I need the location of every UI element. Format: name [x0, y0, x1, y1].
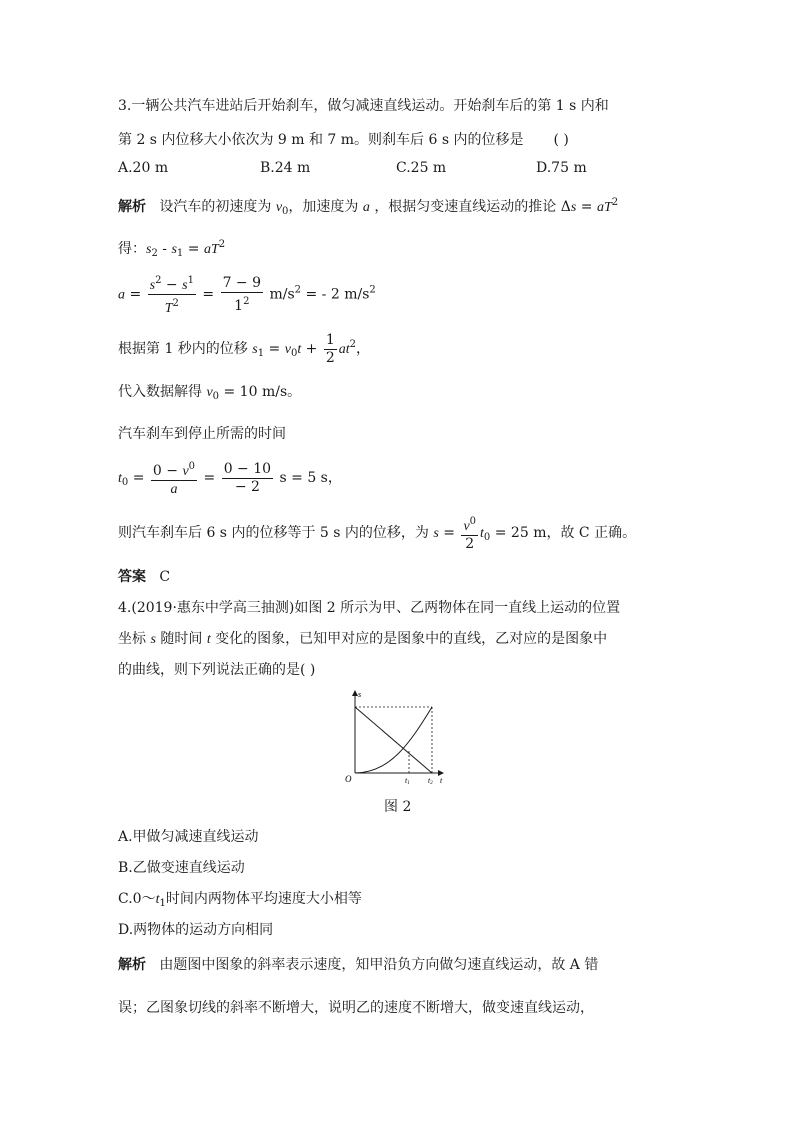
q4-option-d: D.两物体的运动方向相同	[118, 922, 274, 938]
q4-option-b: B.乙做变速直线运动	[118, 860, 245, 876]
solution3-line2: 得：$s_2 - s_1 = aT^2$	[118, 239, 226, 259]
answer3	[118, 568, 170, 586]
solution-label: 解析	[118, 199, 146, 215]
q3-option-c: C.25 m	[396, 160, 447, 176]
x-axis-label: t	[440, 776, 443, 785]
q4-option-a: A.甲做匀减速直线运动	[118, 829, 259, 845]
q3-answer-bracket: ( )	[553, 132, 569, 148]
solution3-line4: 根据第 1 秒内的位移 $s_1 = v_0t$ + $\frac{1}{2}$ $at^2$，	[118, 331, 371, 366]
solution4-line1: 解析 由题图中图象的斜率表示速度，知甲沿负方向做匀速直线运动，故 A 错	[118, 957, 599, 973]
line-jia	[355, 707, 432, 773]
position-time-figure	[340, 688, 450, 786]
q4-stem-line3: 的曲线，则下列说法正确的是( )	[118, 662, 316, 678]
q3-stem-line2: 第 2 s 内位移大小依次为 9 m 和 7 m。则刹车后 6 s 内的位移是 ( )	[118, 132, 569, 148]
solution-label: 解析	[118, 957, 146, 973]
solution3-line7-formula: $t_0$ = $\frac{0 - v^0}{a}$ = $\frac{0 - 10}{- 2}$ s = 5 s，	[118, 458, 342, 500]
solution4-line2: 误；乙图象切线的斜率不断增大，说明乙的速度不断增大，做变速直线运动，	[118, 1000, 594, 1016]
solution3-line6: 汽车刹车到停止所需的时间	[118, 426, 286, 442]
t2-label: t2	[428, 776, 433, 786]
solution3-line8: 则汽车刹车后 6 s 内的位移等于 5 s 内的位移，为 s = $\frac{v^0}{2}$ $t_0 = 25$ m，故 C 正确。	[118, 513, 636, 555]
answer-value: C	[159, 569, 171, 585]
y-axis-label: s	[358, 690, 362, 699]
origin-label: O	[345, 774, 352, 784]
q4-option-c: $C.0\sim t_1$时间内两物体平均速度大小相等	[118, 891, 362, 909]
q4-stem-line1: 4.(2019·惠东中学高三抽测)如图 2 所示为甲、乙两物体在同一直线上运动的位置	[118, 600, 621, 616]
q3-option-d: D.75 m	[536, 160, 587, 176]
t1-label: t1	[405, 776, 410, 786]
q4-stem-line2: 坐标 s 随时间 t 变化的图象，已知甲对应的是图象中的直线，乙对应的是图象中	[118, 631, 608, 647]
solution3-line1: 解析 设汽车的初速度为 $v_0$，加速度为 a ，根据匀变速直线运动的推论 $\Delta s = aT^2$	[118, 197, 619, 217]
figure-caption: 图 2	[384, 799, 412, 815]
q3-option-a: A.20 m	[118, 160, 169, 176]
answer-label: 答案	[118, 569, 146, 585]
solution3-line3-formula: a = $\frac{s^2 - s^1}{T^2}$ = $\frac{7 - 9}{1^2}$ $m/s^2$ = - 2 $m/s^2$	[118, 272, 376, 317]
solution3-line5: 代入数据解得 $v_0 = 10$ m/s。	[118, 384, 302, 402]
q3-option-b: B.24 m	[260, 160, 311, 176]
q3-stem-line1: 3.一辆公共汽车进站后开始刹车，做匀减速直线运动。开始刹车后的第 1 s 内和	[118, 98, 609, 114]
